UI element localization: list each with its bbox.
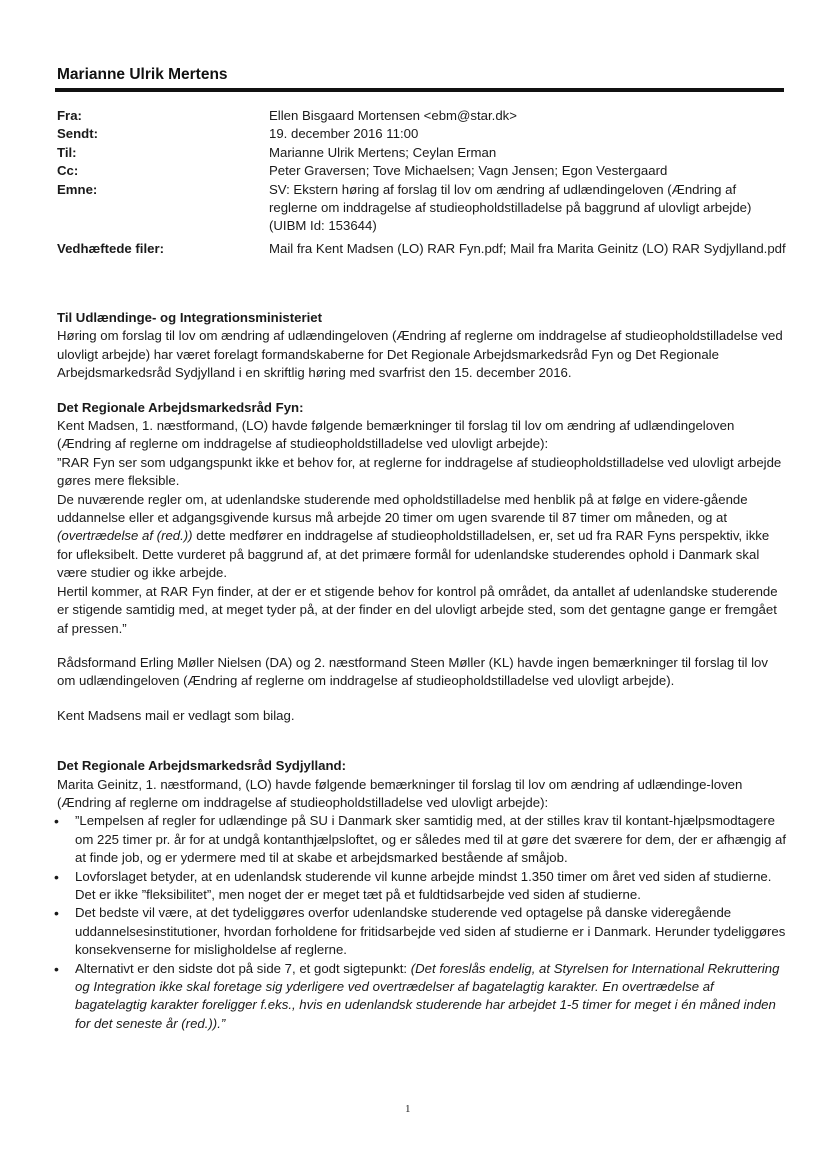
header-row-from (57, 107, 787, 125)
fyn-paragraph-3 (57, 491, 787, 583)
intro-paragraph: Høring om forslag til lov om ændring af udlændingeloven (Ændring af reglerne om inddragelse af studieopholdstilladelse ved ulovligt arbejde) har været forelagt formandskaberne for Det Regionale Arbejdsmarkedsråd Fyn og Det Regionale Arbejdsmarkedsråd Sydjylland i en skriftlig høring med svarfrist den 15. december 2016. (57, 328, 783, 381)
list-item (57, 960, 787, 1034)
header-rule (55, 88, 784, 92)
email-body (57, 309, 787, 1033)
to-value: Marianne Ulrik Mertens; Ceylan Erman (269, 144, 497, 160)
intro-title: Til Udlændinge- og Integrationsministeriet (57, 310, 322, 325)
fyn-paragraph-5: Rådsformand Erling Møller Nielsen (DA) og 2. næstformand Steen Møller (KL) havde ingen bemærkninger til forslag til lov om udlændingeloven (Ændring af reglerne om inddragelse af studieopholdstilladelse ved ulovligt arbejde). (57, 654, 768, 689)
sydjylland-bullet-list (57, 812, 787, 1033)
cc-label: Cc: (57, 163, 79, 179)
header-row-sent (57, 125, 787, 143)
bullet-4-start: Alternativt er den sidste dot på side 7, et godt sigtepunkt: (75, 960, 411, 976)
fyn-paragraph-4: Hertil kommer, at RAR Fyn finder, at der er et stigende behov for kontrol på området, da antallet af udenlandske studerende er stigende samtidig med, at meget tyder på, at der finder en del ulovligt arbejde sted, som det gentagne gange er fremgået af pressen.” (57, 583, 778, 636)
fyn-paragraph-3-end: dette medfører en inddragelse af studieopholdstilladelsen, er, set ud fra RAR Fyns perspektiv, ikke for ufleksibelt. Dette vurderet på baggrund af, at det primære formål for udenlandske studerendes ophold i Danmark skal være studier og ikke arbejde. (57, 528, 770, 581)
subject-label: Emne: (57, 181, 98, 197)
bullet-4-italic: (Det foreslås endelig, at Styrelsen for International Rekruttering og Integration ikke skal foretage sig yderligere ved overtrædelser af bagatelagtig karakter. En overtrædelse af bagatelagtig karakter foreligger f.eks., hvis en udenlandsk studerende har arbejdet 1-5 timer for meget i én måned inden for det seneste år (red.)). (75, 960, 780, 1031)
fyn-paragraph-3-start: De nuværende regler om, at udenlandske studerende med opholdstilladelse med henblik på at følge en videre-gående uddannelse eller et adgangsgivende kursus må arbejde 20 timer om ugen svarende til 87 timer om måneden, og at (57, 491, 748, 526)
list-item: • ”Lempelsen af regler for udlændinge på SU i Danmark sker samtidig med, at der stilles krav til kontant-hjælpsmodtagere om 225 timer pr. år for at undgå kontanthjælpsloftet, og er således med til at gøre det sværere for dem, der er afhængig af at finde job, og er ydermere med til at skabe et arbejdsmarked bestående af småjob. (57, 812, 787, 867)
sydjylland-section-title: Det Regionale Arbejdsmarkedsråd Sydjylland: (57, 758, 346, 774)
email-header (57, 107, 787, 258)
sydjylland-paragraph-1: Marita Geinitz, 1. næstformand, (LO) havde følgende bemærkninger til forslag til lov om ændring af udlændinge-loven (Ændring af reglerne om inddragelse af studieopholdstilladelse ved ulovligt arbejde): (57, 776, 743, 810)
from-label: Fra: (57, 108, 82, 123)
list-item: • Det bedste vil være, at det tydeliggøres overfor udenlandske studerende ved optagelse på danske videregående uddannelsesinstitutioner, hvordan forholdene for fritidsarbejde ved siden af studierne er i Danmark. Herunder tydeliggøres konsekvenserne for misligholdelse af reglerne. (57, 904, 787, 959)
mailbox-owner-name: Marianne Ulrik Mertens (57, 66, 228, 83)
header-row-cc (57, 162, 787, 180)
header-row-attachments (57, 240, 787, 258)
fyn-paragraph-1: Kent Madsen, 1. næstformand, (LO) havde følgende bemærkninger til forslag til lov om ændring af udlændingeloven (Ændring af reglerne om inddragelse af studieopholdstilladelse ved ulovligt arbejde): (57, 418, 735, 452)
sent-value: 19. december 2016 11:00 (269, 126, 419, 142)
fyn-section-title: Det Regionale Arbejdsmarkedsråd Fyn: (57, 399, 304, 415)
header-row-subject (57, 181, 787, 236)
from-value: Ellen Bisgaard Mortensen <ebm@star.dk> (269, 108, 517, 123)
header-row-to (57, 144, 787, 162)
attachments-label: Vedhæftede filer: (57, 240, 164, 256)
bullet-4-end: ” (220, 1015, 226, 1031)
to-label: Til: (57, 144, 77, 160)
attachments-value: Mail fra Kent Madsen (LO) RAR Fyn.pdf; Mail fra Marita Geinitz (LO) RAR Sydjylland.pdf (269, 240, 786, 256)
page-number: 1 (405, 1103, 411, 1115)
sent-label: Sendt: (57, 126, 99, 142)
fyn-paragraph-6: Kent Madsens mail er vedlagt som bilag. (57, 707, 295, 723)
subject-value: SV: Ekstern høring af forslag til lov om ændring af udlændingeloven (Ændring af reglerne om inddragelse af studieopholdstilladelse på baggrund af ulovligt arbejde) (UIBM Id: 153644) (269, 181, 752, 234)
list-item: • Lovforslaget betyder, at en udenlandsk studerende vil kunne arbejde mindst 1.350 timer om året ved siden af studierne. Det er ikke ”fleksibilitet”, men noget der er meget tæt på et fuldtidsarbejde ved siden af studierne. (57, 868, 787, 905)
fyn-paragraph-2: ”RAR Fyn ser som udgangspunkt ikke et behov for, at reglerne for inddragelse af studieopholdstilladelse ved ulovligt arbejde gøres mere fleksible. (57, 454, 782, 489)
cc-value: Peter Graversen; Tove Michaelsen; Vagn Jensen; Egon Vestergaard (269, 163, 668, 179)
fyn-paragraph-3-italic: (overtrædelse af (red.)) (57, 528, 193, 544)
